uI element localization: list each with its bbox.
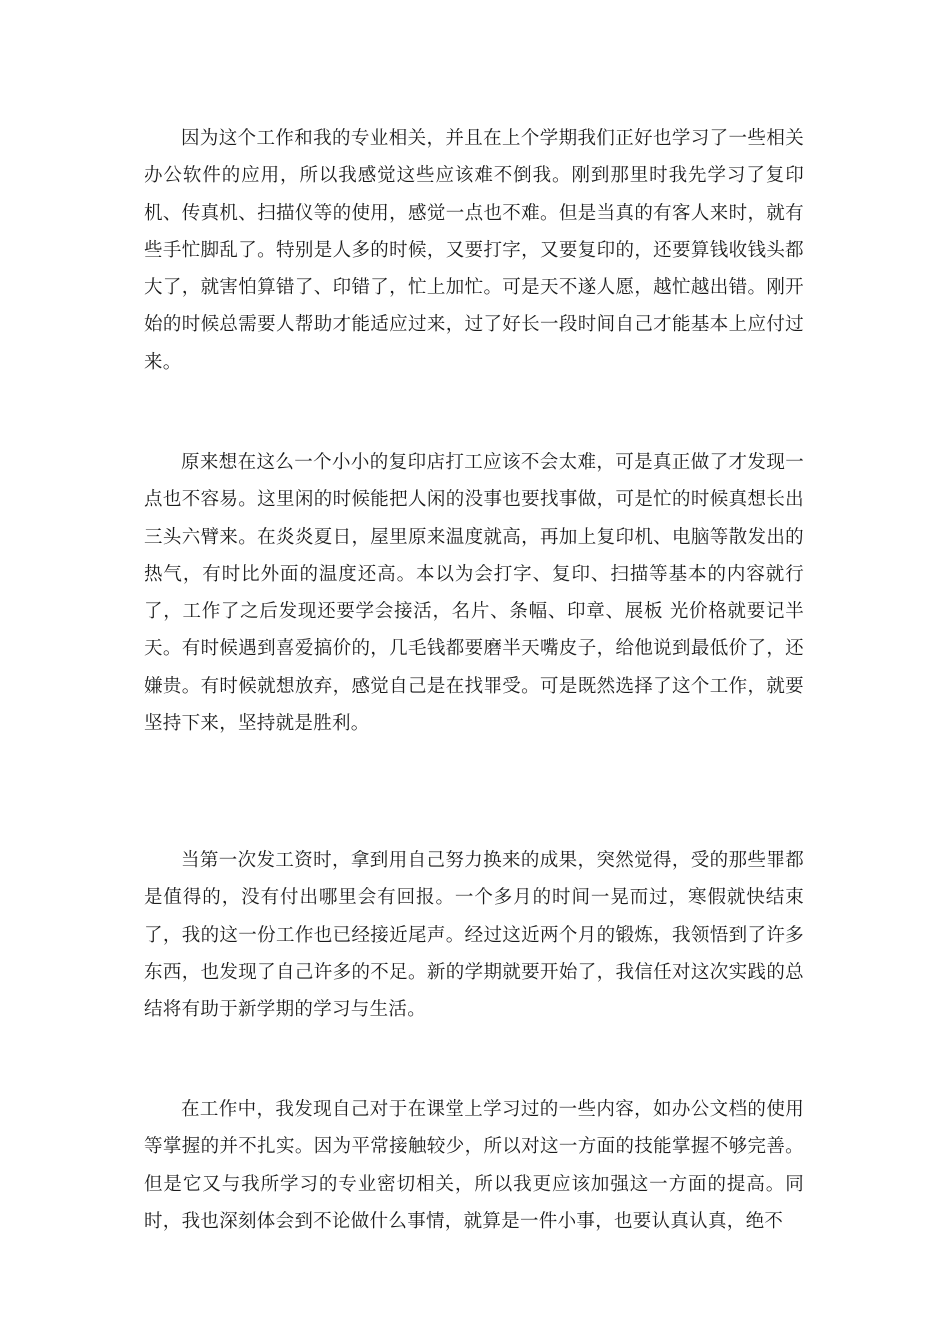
paragraph-1: 因为这个工作和我的专业相关，并且在上个学期我们正好也学习了一些相关办公软件的应用，所以我感觉这些应该难不倒我。刚到那里时我先学习了复印机、传真机、扫描仪等的使用，感觉一点也不难。但是当真的有客人来时，就有些手忙脚乱了。特别是人多的时候，又要打字，又要复印的，还要算钱收钱头都大了，就害怕算错了、印错了，忙上加忙。可是天不遂人愿，越忙越出错。刚开始的时候总需要人帮助才能适应过来，过了好长一段时间自己才能基本上应付过来。 [144, 128, 804, 373]
paragraph-2: 原来想在这么一个小小的复印店打工应该不会太难，可是真正做了才发现一点也不容易。这里闲的时候能把人闲的没事也要找事做，可是忙的时候真想长出三头六臂来。在炎炎夏日，屋里原来温度就高，再加上复印机、电脑等散发出的热气，有时比外面的温度还高。本以为会打字、复印、扫描等基本的内容就行了，工作了之后发现还要学会接活，名片、条幅、印章、展板 光价格就要记半天。有时候遇到喜爱搞价的，几毛钱都要磨半天嘴皮子，给他说到最低价了，还嫌贵。有时候就想放弃，感觉自己是在找罪受。可是既然选择了这个工作，就要坚持下来，坚持就是胜利。 [144, 452, 804, 735]
paragraph-3: 当第一次发工资时，拿到用自己努力换来的成果，突然觉得，受的那些罪都是值得的，没有付出哪里会有回报。一个多月的时间一晃而过，寒假就快结束了，我的这一份工作也已经接近尾声。经过这近两个月的锻炼，我领悟到了许多东西，也发现了自己许多的不足。新的学期就要开始了，我信任对这次实践的总结将有助于新学期的学习与生活。 [144, 850, 804, 1021]
paragraph-4: 在工作中，我发现自己对于在课堂上学习过的一些内容，如办公文档的使用等掌握的并不扎实。因为平常接触较少，所以对这一方面的技能掌握不够完善。但是它又与我所学习的专业密切相关，所以我更应该加强这一方面的提高。同时，我也深刻体会到不论做什么事情，就算是一件小事，也要认真认真，绝不 [144, 1099, 804, 1232]
